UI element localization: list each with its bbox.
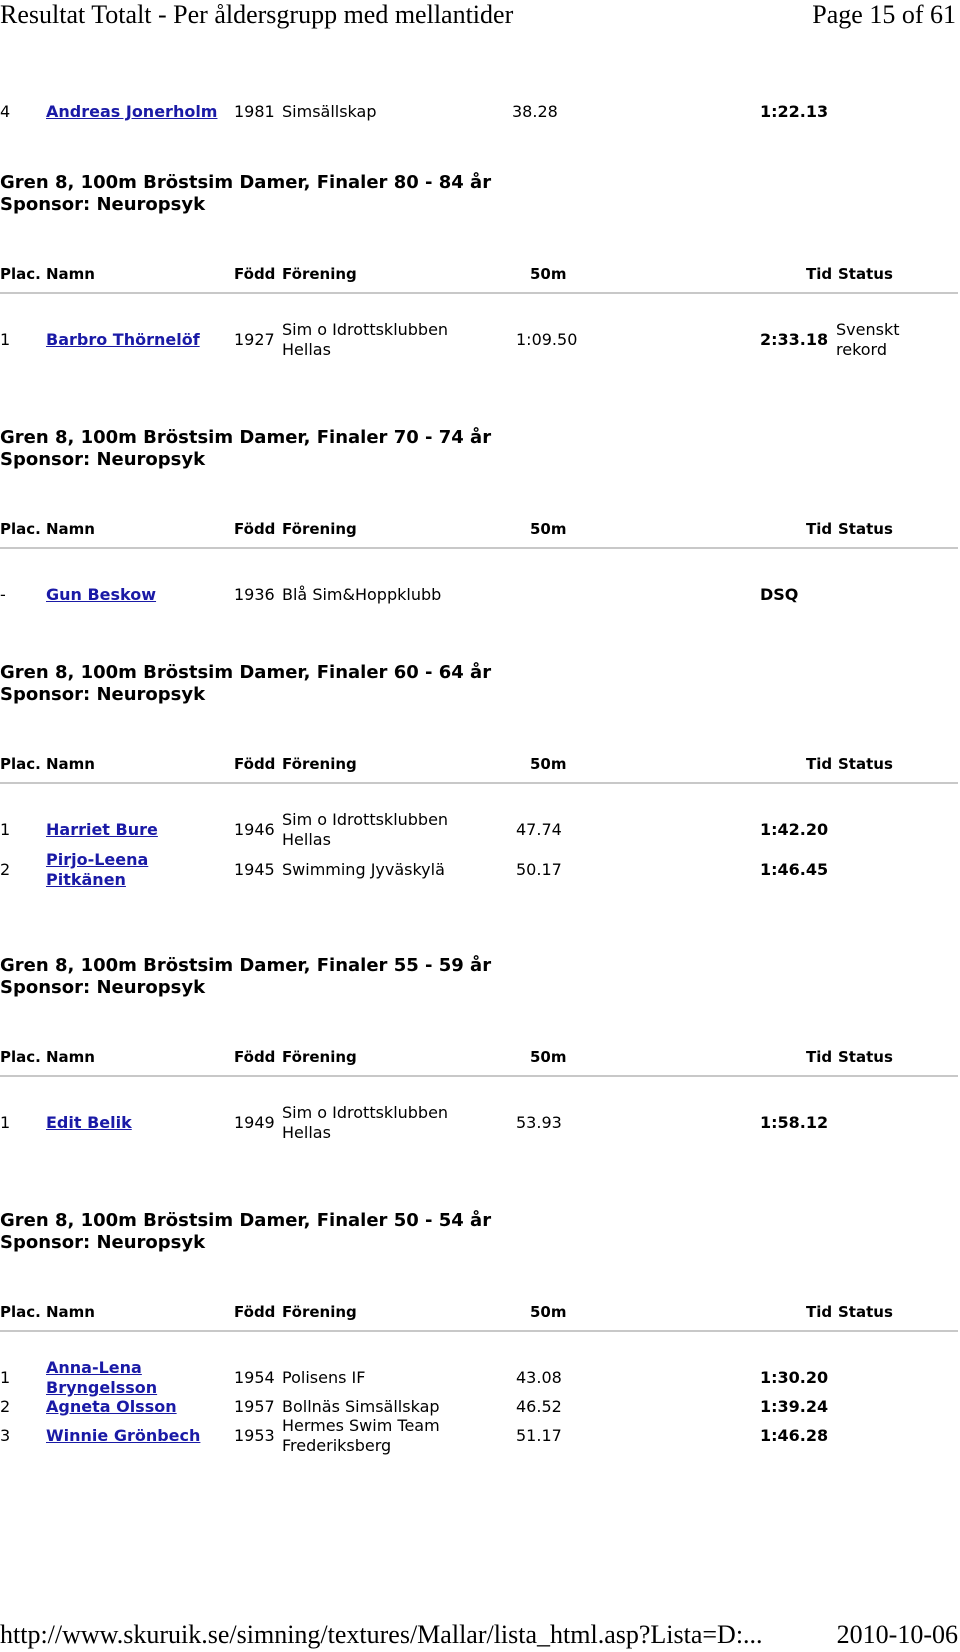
swimmer-name-line: Barbro Thörnelöf bbox=[46, 330, 200, 349]
club: Simsällskap bbox=[282, 102, 377, 121]
final-time: 1:58.12 bbox=[760, 1113, 829, 1132]
swimmer-name-line: Winnie Grönbech bbox=[46, 1426, 201, 1445]
club bbox=[282, 1368, 365, 1388]
swimmer-name-line: Gun Beskow bbox=[46, 585, 157, 604]
split-time: 46.52 bbox=[516, 1397, 562, 1416]
club-line: Hellas bbox=[282, 340, 331, 359]
place: 2 bbox=[0, 1397, 11, 1416]
footer-url: http://www.skuruik.se/simning/textures/Mallar/lista_html.asp?Lista=D:... bbox=[0, 1620, 763, 1649]
header-club: Förening bbox=[282, 1303, 357, 1321]
header-status: Status bbox=[838, 1048, 893, 1066]
club bbox=[282, 320, 448, 360]
split-time: 38.28 bbox=[512, 102, 558, 121]
club bbox=[282, 1416, 440, 1456]
event-title: Gren 8, 100m Bröstsim Damer, Finaler 55 - 59 år bbox=[0, 955, 492, 976]
club-line: Bollnäs Simsällskap bbox=[282, 1397, 440, 1416]
header-born: Född bbox=[234, 755, 276, 773]
status-line: rekord bbox=[836, 340, 888, 359]
club bbox=[282, 860, 445, 880]
final-time: 1:39.24 bbox=[760, 1397, 829, 1416]
event-sponsor: Sponsor: Neuropsyk bbox=[0, 684, 206, 705]
place: 1 bbox=[0, 330, 11, 349]
club bbox=[282, 810, 448, 850]
header-born: Född bbox=[234, 265, 276, 283]
birth-year: 1949 bbox=[234, 1113, 275, 1132]
swimmer-name-line: Edit Belik bbox=[46, 1113, 132, 1132]
header-club: Förening bbox=[282, 265, 357, 283]
header-name: Namn bbox=[46, 265, 95, 283]
header-rule bbox=[0, 547, 958, 549]
birth-year: 1927 bbox=[234, 330, 275, 349]
header-place: Plac. bbox=[0, 265, 41, 283]
header-status: Status bbox=[838, 520, 893, 538]
split-time: 43.08 bbox=[516, 1368, 562, 1387]
event-sponsor: Sponsor: Neuropsyk bbox=[0, 977, 206, 998]
event-sponsor: Sponsor: Neuropsyk bbox=[0, 1232, 206, 1253]
swimmer-name-link[interactable] bbox=[46, 1358, 157, 1398]
header-rule bbox=[0, 782, 958, 784]
swimmer-name-link[interactable] bbox=[46, 1113, 132, 1133]
header-club: Förening bbox=[282, 1048, 357, 1066]
club-line: Hermes Swim Team bbox=[282, 1416, 440, 1435]
header-club: Förening bbox=[282, 755, 357, 773]
swimmer-name-line: Bryngelsson bbox=[46, 1378, 158, 1397]
header-rule bbox=[0, 1330, 958, 1332]
final-time: 1:46.45 bbox=[760, 860, 829, 879]
place: 3 bbox=[0, 1426, 11, 1445]
club-line: Sim o Idrottsklubben bbox=[282, 320, 449, 339]
event-title: Gren 8, 100m Bröstsim Damer, Finaler 70 - 74 år bbox=[0, 427, 492, 448]
header-rule bbox=[0, 1075, 958, 1077]
event-title: Gren 8, 100m Bröstsim Damer, Finaler 80 - 84 år bbox=[0, 172, 492, 193]
swimmer-name-line: Pirjo-Leena bbox=[46, 850, 149, 869]
final-time: 2:33.18 bbox=[760, 330, 829, 349]
swimmer-name-link[interactable] bbox=[46, 820, 158, 840]
page-number: Page 15 of 61 bbox=[812, 0, 956, 29]
header-place: Plac. bbox=[0, 1048, 41, 1066]
header-club: Förening bbox=[282, 520, 357, 538]
swimmer-name-link[interactable] bbox=[46, 330, 200, 350]
club-line: Hellas bbox=[282, 1123, 331, 1142]
place: 2 bbox=[0, 860, 11, 879]
club-line: Sim o Idrottsklubben bbox=[282, 810, 449, 829]
status bbox=[836, 320, 899, 360]
place: 4 bbox=[0, 102, 11, 121]
swimmer-name-line: Harriet Bure bbox=[46, 820, 158, 839]
header-status: Status bbox=[838, 1303, 893, 1321]
header-split: 50m bbox=[530, 265, 567, 283]
club-line: Sim o Idrottsklubben bbox=[282, 1103, 449, 1122]
header-status: Status bbox=[838, 755, 893, 773]
split-time: 50.17 bbox=[516, 860, 562, 879]
split-time: 1:09.50 bbox=[516, 330, 578, 349]
page-header bbox=[0, 0, 960, 30]
header-born: Född bbox=[234, 1048, 276, 1066]
club-line: Polisens IF bbox=[282, 1368, 366, 1387]
birth-year: 1981 bbox=[234, 102, 275, 121]
club-line: Swimming Jyväskylä bbox=[282, 860, 445, 879]
final-time: 1:42.20 bbox=[760, 820, 829, 839]
event-title: Gren 8, 100m Bröstsim Damer, Finaler 60 - 64 år bbox=[0, 662, 492, 683]
split-time: 53.93 bbox=[516, 1113, 562, 1132]
header-place: Plac. bbox=[0, 1303, 41, 1321]
final-time: 1:46.28 bbox=[760, 1426, 829, 1445]
final-time: 1:30.20 bbox=[760, 1368, 829, 1387]
page-footer bbox=[0, 1620, 960, 1650]
birth-year: 1953 bbox=[234, 1426, 275, 1445]
birth-year: 1936 bbox=[234, 585, 275, 604]
swimmer-name-link[interactable] bbox=[46, 1397, 177, 1417]
header-status: Status bbox=[838, 265, 893, 283]
header-time: Tid bbox=[806, 1048, 833, 1066]
split-time: 47.74 bbox=[516, 820, 562, 839]
swimmer-name-line: Pitkänen bbox=[46, 870, 126, 889]
header-born: Född bbox=[234, 520, 276, 538]
final-time: 1:22.13 bbox=[760, 102, 829, 121]
birth-year: 1945 bbox=[234, 860, 275, 879]
split-time: 51.17 bbox=[516, 1426, 562, 1445]
club bbox=[282, 585, 441, 605]
final-time: DSQ bbox=[760, 585, 799, 604]
header-split: 50m bbox=[530, 520, 567, 538]
swimmer-name-link[interactable]: Andreas Jonerholm bbox=[46, 102, 218, 121]
status-line: Svenskt bbox=[836, 320, 900, 339]
header-time: Tid bbox=[806, 755, 833, 773]
club-line: Frederiksberg bbox=[282, 1436, 392, 1455]
header-born: Född bbox=[234, 1303, 276, 1321]
swimmer-name-link[interactable] bbox=[46, 585, 156, 605]
header-name: Namn bbox=[46, 1048, 95, 1066]
footer-date: 2010-10-06 bbox=[836, 1620, 958, 1649]
birth-year: 1957 bbox=[234, 1397, 275, 1416]
swimmer-name-link[interactable] bbox=[46, 1426, 200, 1446]
header-split: 50m bbox=[530, 1048, 567, 1066]
swimmer-name-link[interactable] bbox=[46, 850, 148, 890]
club-line: Blå Sim&Hoppklubb bbox=[282, 585, 442, 604]
page-title: Resultat Totalt - Per åldersgrupp med mellantider bbox=[0, 0, 514, 29]
place: 1 bbox=[0, 1368, 11, 1387]
header-place: Plac. bbox=[0, 520, 41, 538]
place: - bbox=[0, 585, 6, 604]
swimmer-name-line: Anna-Lena bbox=[46, 1358, 142, 1377]
event-sponsor: Sponsor: Neuropsyk bbox=[0, 194, 206, 215]
place: 1 bbox=[0, 1113, 11, 1132]
birth-year: 1946 bbox=[234, 820, 275, 839]
event-sponsor: Sponsor: Neuropsyk bbox=[0, 449, 206, 470]
header-place: Plac. bbox=[0, 755, 41, 773]
header-time: Tid bbox=[806, 520, 833, 538]
header-time: Tid bbox=[806, 265, 833, 283]
header-time: Tid bbox=[806, 1303, 833, 1321]
header-split: 50m bbox=[530, 755, 567, 773]
header-name: Namn bbox=[46, 755, 95, 773]
header-rule bbox=[0, 292, 958, 294]
club bbox=[282, 1103, 448, 1143]
club-line: Hellas bbox=[282, 830, 331, 849]
club bbox=[282, 1397, 440, 1417]
header-name: Namn bbox=[46, 520, 95, 538]
event-title: Gren 8, 100m Bröstsim Damer, Finaler 50 - 54 år bbox=[0, 1210, 492, 1231]
place: 1 bbox=[0, 820, 11, 839]
header-split: 50m bbox=[530, 1303, 567, 1321]
header-name: Namn bbox=[46, 1303, 95, 1321]
birth-year: 1954 bbox=[234, 1368, 275, 1387]
swimmer-name-line: Agneta Olsson bbox=[46, 1397, 177, 1416]
